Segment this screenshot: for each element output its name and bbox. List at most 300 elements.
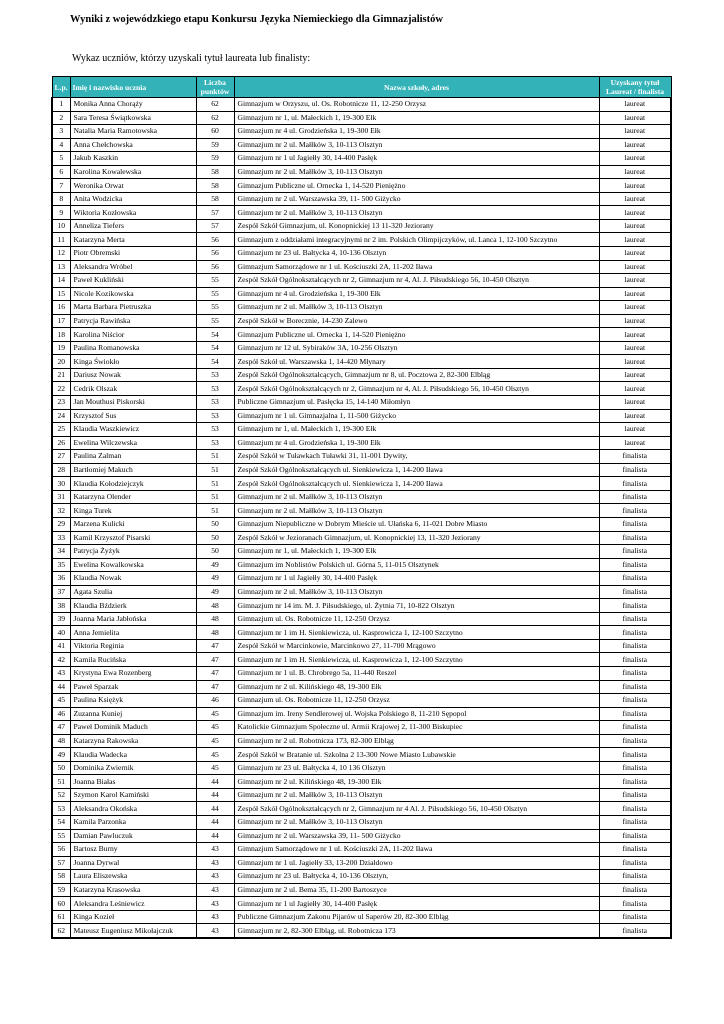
row-status: laureat <box>599 423 671 437</box>
row-name: Ewelina Wilczewska <box>70 436 196 450</box>
row-school: Gimnazjum nr 1 ul Jagiełły 30, 14-400 Pasłęk <box>234 152 599 166</box>
row-status: finalista <box>599 924 671 938</box>
table-row <box>52 301 671 315</box>
row-name: Klaudia Waszkiewicz <box>70 423 196 437</box>
row-name: Krzysztof Sus <box>70 409 196 423</box>
row-status: laureat <box>599 301 671 315</box>
row-school: Gimnazjum nr 12 ul. Sybiraków 3A, 10-256 Olsztyn <box>234 341 599 355</box>
header-lp: L.p. <box>52 77 70 98</box>
row-points: 46 <box>196 694 234 708</box>
row-status: laureat <box>599 328 671 342</box>
row-name: Joanna Dyrwal <box>70 856 196 870</box>
row-school: Gimnazjum ul. Os. Robotnicze 11, 12-250 Orzysz <box>234 612 599 626</box>
table-row <box>52 355 671 369</box>
row-lp: 40 <box>52 626 70 640</box>
row-status: laureat <box>599 436 671 450</box>
row-name: Piotr Obremski <box>70 247 196 261</box>
row-status: finalista <box>599 694 671 708</box>
row-points: 45 <box>196 721 234 735</box>
table-row <box>52 409 671 423</box>
row-school: Publiczne Gimnazjum Zakonu Pijarów ul Saperów 20, 82-300 Elbląg <box>234 910 599 924</box>
row-lp: 31 <box>52 490 70 504</box>
row-school: Gimnazjum nr 2 ul. Małłków 3, 10-113 Olsztyn <box>234 504 599 518</box>
table-row <box>52 396 671 410</box>
row-points: 43 <box>196 897 234 911</box>
row-school: Gimnazjum nr 2 ul. Małłków 3, 10-113 Olsztyn <box>234 138 599 152</box>
row-lp: 48 <box>52 734 70 748</box>
row-school: Gimnazjum nr 2 ul. Kilińskiego 48, 19-300 Ełk <box>234 775 599 789</box>
document-title: Wyniki z wojewódzkiego etapu Konkursu Języka Niemieckiego dla Gimnazjalistów <box>70 14 443 25</box>
row-lp: 51 <box>52 775 70 789</box>
row-name: Joanna Białas <box>70 775 196 789</box>
row-school: Gimnazjum nr 1 im H. Sienkiewicza, ul. Kasprowicza 1, 12-100 Szczytno <box>234 653 599 667</box>
table-row <box>52 815 671 829</box>
row-school: Gimnazjum z oddziałami integracyjnymi nr 2 im. Polskich Olimpijczyków, ul. Lanca 1, 12-100 Szczytno <box>234 233 599 247</box>
table-row <box>52 666 671 680</box>
table-row <box>52 98 671 112</box>
row-status: laureat <box>599 219 671 233</box>
row-status: finalista <box>599 829 671 843</box>
row-status: finalista <box>599 450 671 464</box>
table-row <box>52 233 671 247</box>
table-row <box>52 111 671 125</box>
row-lp: 37 <box>52 585 70 599</box>
row-name: Aleksandra Okońska <box>70 802 196 816</box>
row-status: laureat <box>599 314 671 328</box>
table-row <box>52 382 671 396</box>
row-school: Gimnazjum nr 2 ul. Robotnicza 173, 82-300 Elbląg <box>234 734 599 748</box>
row-status: laureat <box>599 152 671 166</box>
row-name: Wiktoria Kozłowska <box>70 206 196 220</box>
row-school: Zespół Szkół Ogólnokształcących ul. Sienkiewicza 1, 14-200 Iława <box>234 463 599 477</box>
row-name: Nicole Kozikowska <box>70 287 196 301</box>
row-status: laureat <box>599 355 671 369</box>
row-points: 53 <box>196 409 234 423</box>
row-school: Gimnazjum w Orzyszu, ul. Os. Robotnicze 11, 12-250 Orzysz <box>234 98 599 112</box>
row-status: finalista <box>599 517 671 531</box>
table-row <box>52 639 671 653</box>
row-school: Zespół Szkół Ogólnokształcących ul. Sienkiewicza 1, 14-200 Iława <box>234 477 599 491</box>
row-status: laureat <box>599 165 671 179</box>
row-school: Zespół Szkół Ogólnokształcących nr 2, Gimnazjum nr 4, Al. J. Piłsudskiego 56, 10-450 Olsztyn <box>234 382 599 396</box>
table-row <box>52 897 671 911</box>
row-lp: 22 <box>52 382 70 396</box>
row-lp: 50 <box>52 761 70 775</box>
table-row <box>52 653 671 667</box>
row-lp: 5 <box>52 152 70 166</box>
row-school: Katolickie Gimnazjum Społeczne ul. Armii Krajowej 2, 11-300 Biskupiec <box>234 721 599 735</box>
row-school: Gimnazjum nr 2 ul. Małłków 3, 10-113 Olsztyn <box>234 788 599 802</box>
row-school: Gimnazjum nr 1, ul. Małeckich 1, 19-300 Ełk <box>234 545 599 559</box>
row-lp: 28 <box>52 463 70 477</box>
row-points: 54 <box>196 328 234 342</box>
row-lp: 32 <box>52 504 70 518</box>
row-status: finalista <box>599 748 671 762</box>
row-status: laureat <box>599 382 671 396</box>
row-name: Anneliza Tiefers <box>70 219 196 233</box>
row-school: Gimnazjum Publiczne ul. Ornecka 1, 14-520 Pieniężno <box>234 328 599 342</box>
row-school: Gimnazjum nr 2 ul. Bema 35, 11-200 Bartoszyce <box>234 883 599 897</box>
table-row <box>52 761 671 775</box>
row-lp: 52 <box>52 788 70 802</box>
row-points: 53 <box>196 396 234 410</box>
row-points: 44 <box>196 829 234 843</box>
table-row <box>52 599 671 613</box>
table-row <box>52 545 671 559</box>
row-status: finalista <box>599 856 671 870</box>
row-name: Klaudia Wadecka <box>70 748 196 762</box>
table-row <box>52 856 671 870</box>
row-school: Gimnazjum nr 2 ul. Kilińskiego 48, 19-300 Ełk <box>234 680 599 694</box>
row-lp: 61 <box>52 910 70 924</box>
table-row <box>52 490 671 504</box>
row-school: Gimnazjum nr 23 ul. Bałtycka 4, 10-136 Olsztyn, <box>234 870 599 884</box>
table-row <box>52 179 671 193</box>
header-status: Uzyskany tytuł Laureat / finalista <box>599 77 671 98</box>
row-status: finalista <box>599 639 671 653</box>
row-status: finalista <box>599 626 671 640</box>
row-school: Gimnazjum nr 23 ul. Bałtycka 4, 10-136 Olsztyn <box>234 247 599 261</box>
row-status: finalista <box>599 815 671 829</box>
row-status: laureat <box>599 192 671 206</box>
row-lp: 43 <box>52 666 70 680</box>
row-points: 51 <box>196 504 234 518</box>
row-status: finalista <box>599 843 671 857</box>
row-name: Bartłomiej Makuch <box>70 463 196 477</box>
row-status: finalista <box>599 870 671 884</box>
row-name: Marzena Kulicki <box>70 517 196 531</box>
row-points: 49 <box>196 558 234 572</box>
row-points: 60 <box>196 125 234 139</box>
row-name: Viktoria Reginia <box>70 639 196 653</box>
row-points: 55 <box>196 274 234 288</box>
table-row <box>52 707 671 721</box>
table-row <box>52 341 671 355</box>
row-school: Gimnazjum nr 4 ul. Grodzieńska 1, 19-300 Ełk <box>234 436 599 450</box>
row-status: laureat <box>599 247 671 261</box>
table-row <box>52 287 671 301</box>
table-row <box>52 775 671 789</box>
row-lp: 39 <box>52 612 70 626</box>
row-lp: 8 <box>52 192 70 206</box>
row-status: finalista <box>599 558 671 572</box>
row-name: Paulina Romanowska <box>70 341 196 355</box>
row-school: Zespół Szkół Ogólnokształcących nr 2, Gimnazjum nr 4, Al. J. Piłsudskiego 56, 10-450 Olsztyn <box>234 274 599 288</box>
row-status: finalista <box>599 585 671 599</box>
row-status: finalista <box>599 572 671 586</box>
row-lp: 13 <box>52 260 70 274</box>
row-status: laureat <box>599 341 671 355</box>
row-school: Gimnazjum Samorządowe nr 1 ul. Kościuszki 2A, 11-202 Iława <box>234 260 599 274</box>
table-row <box>52 165 671 179</box>
row-status: finalista <box>599 721 671 735</box>
row-status: finalista <box>599 897 671 911</box>
row-school: Zespół Szkół w Marcinkowie, Marcinkowo 27, 11-700 Mrągowo <box>234 639 599 653</box>
row-lp: 26 <box>52 436 70 450</box>
row-lp: 42 <box>52 653 70 667</box>
row-school: Zespół Szkół w Borecznie, 14-230 Zalewo <box>234 314 599 328</box>
row-name: Ewelina Kowalkowska <box>70 558 196 572</box>
row-school: Gimnazjum nr 2 ul. Małłków 3, 10-113 Olsztyn <box>234 206 599 220</box>
row-status: laureat <box>599 368 671 382</box>
row-points: 51 <box>196 477 234 491</box>
table-row <box>52 558 671 572</box>
row-lp: 56 <box>52 843 70 857</box>
row-name: Karolina Kowalewska <box>70 165 196 179</box>
row-points: 43 <box>196 843 234 857</box>
row-school: Gimnazjum nr 1 im H. Sienkiewicza, ul. Kasprowicza 1, 12-100 Szczytno <box>234 626 599 640</box>
row-points: 43 <box>196 924 234 938</box>
row-name: Weronika Orwat <box>70 179 196 193</box>
row-status: finalista <box>599 504 671 518</box>
table-row <box>52 192 671 206</box>
row-school: Gimnazjum Publiczne ul. Ornecka 1, 14-520 Pieniężno <box>234 179 599 193</box>
row-school: Gimnazjum Samorządowe nr 1 ul. Kościuszki 2A, 11-202 Iława <box>234 843 599 857</box>
row-school: Gimnazjum nr 1 ul. B. Chrobrego 5a, 11-440 Reszel <box>234 666 599 680</box>
row-lp: 33 <box>52 531 70 545</box>
row-lp: 10 <box>52 219 70 233</box>
table-row <box>52 572 671 586</box>
row-school: Gimnazjum nr 2, 82-300 Elbląg, ul. Robotnicza 173 <box>234 924 599 938</box>
table-row <box>52 843 671 857</box>
row-status: laureat <box>599 111 671 125</box>
row-school: Zespół Szkół ul. Warszawska 1, 14-420 Młynary <box>234 355 599 369</box>
row-points: 55 <box>196 301 234 315</box>
row-lp: 46 <box>52 707 70 721</box>
header-name: Imię i nazwisko ucznia <box>70 77 196 98</box>
row-school: Zespół Szkół w Tuławkach Tuławki 31, 11-001 Dywity, <box>234 450 599 464</box>
row-points: 45 <box>196 734 234 748</box>
row-lp: 14 <box>52 274 70 288</box>
row-points: 43 <box>196 870 234 884</box>
row-points: 47 <box>196 680 234 694</box>
row-points: 47 <box>196 639 234 653</box>
row-status: finalista <box>599 490 671 504</box>
row-school: Gimnazjum nr 1, ul. Małeckich 1, 19-300 Ełk <box>234 111 599 125</box>
row-status: laureat <box>599 98 671 112</box>
row-name: Patrycja Rawińska <box>70 314 196 328</box>
table-row <box>52 734 671 748</box>
row-lp: 7 <box>52 179 70 193</box>
row-points: 58 <box>196 192 234 206</box>
table-row <box>52 247 671 261</box>
row-name: Klaudia Nowak <box>70 572 196 586</box>
row-school: Zespół Szkół Gimnazjum, ul. Konopnickiej 13 11-320 Jeziorany <box>234 219 599 233</box>
row-name: Kamila Rucińska <box>70 653 196 667</box>
row-name: Marta Barbara Pietruszka <box>70 301 196 315</box>
row-name: Dariusz Nowak <box>70 368 196 382</box>
row-school: Gimnazjum im Noblistów Polskich ul. Górna 5, 11-015 Olsztynek <box>234 558 599 572</box>
row-school: Gimnazjum nr 2 ul. Warszawska 39, 11- 500 Giżycko <box>234 829 599 843</box>
row-points: 56 <box>196 233 234 247</box>
row-lp: 47 <box>52 721 70 735</box>
row-lp: 9 <box>52 206 70 220</box>
row-points: 44 <box>196 802 234 816</box>
row-points: 58 <box>196 165 234 179</box>
row-lp: 17 <box>52 314 70 328</box>
row-lp: 58 <box>52 870 70 884</box>
row-name: Agata Szulia <box>70 585 196 599</box>
row-lp: 6 <box>52 165 70 179</box>
row-name: Sara Teresa Świątkowska <box>70 111 196 125</box>
row-status: laureat <box>599 396 671 410</box>
row-points: 47 <box>196 653 234 667</box>
row-school: Gimnazjum nr 2 ul. Małłków 3, 10-113 Olsztyn <box>234 165 599 179</box>
row-lp: 12 <box>52 247 70 261</box>
row-points: 43 <box>196 883 234 897</box>
table-row <box>52 206 671 220</box>
table-header-row <box>52 77 671 98</box>
table-row <box>52 436 671 450</box>
row-name: Monika Anna Chorąży <box>70 98 196 112</box>
row-status: finalista <box>599 707 671 721</box>
row-points: 48 <box>196 599 234 613</box>
row-lp: 54 <box>52 815 70 829</box>
table-row <box>52 748 671 762</box>
header-school: Nazwa szkoły, adres <box>234 77 599 98</box>
table-row <box>52 504 671 518</box>
table-body <box>52 98 671 938</box>
row-name: Szymon Karol Kamiński <box>70 788 196 802</box>
row-school: Gimnazjum nr 2 ul. Małłków 3, 10-113 Olsztyn <box>234 490 599 504</box>
table-row <box>52 721 671 735</box>
table-row <box>52 802 671 816</box>
row-lp: 27 <box>52 450 70 464</box>
row-school: Gimnazjum Niepubliczne w Dobrym Mieście ul. Ułańska 6, 11-021 Dobre Miasto <box>234 517 599 531</box>
row-lp: 62 <box>52 924 70 938</box>
row-name: Karolina Niścior <box>70 328 196 342</box>
row-school: Gimnazjum nr 2 ul. Warszawska 39, 11- 500 Giżycko <box>234 192 599 206</box>
row-name: Natalia Maria Ramotowska <box>70 125 196 139</box>
table-row <box>52 219 671 233</box>
row-lp: 25 <box>52 423 70 437</box>
row-name: Paulina Księżyk <box>70 694 196 708</box>
row-lp: 15 <box>52 287 70 301</box>
row-status: finalista <box>599 775 671 789</box>
row-status: finalista <box>599 883 671 897</box>
row-name: Anna Jemielita <box>70 626 196 640</box>
row-school: Zespół Szkół Ogólnokształcących nr 2, Gimnazjum nr 4 Al. J. Piłsudskiego 56, 10-450 Olsztyn <box>234 802 599 816</box>
row-status: laureat <box>599 409 671 423</box>
row-name: Damian Pawluczuk <box>70 829 196 843</box>
row-points: 51 <box>196 450 234 464</box>
row-status: finalista <box>599 612 671 626</box>
row-points: 54 <box>196 355 234 369</box>
row-lp: 38 <box>52 599 70 613</box>
row-name: Dominika Zwiernik <box>70 761 196 775</box>
row-school: Gimnazjum nr 1 ul Jagiełły 30, 14-400 Pasłęk <box>234 897 599 911</box>
row-points: 56 <box>196 260 234 274</box>
row-points: 53 <box>196 436 234 450</box>
row-points: 53 <box>196 382 234 396</box>
row-lp: 18 <box>52 328 70 342</box>
row-name: Krystyna Ewa Rozenberg <box>70 666 196 680</box>
table-row <box>52 463 671 477</box>
row-name: Katarzyna Merta <box>70 233 196 247</box>
table-row <box>52 260 671 274</box>
row-status: finalista <box>599 802 671 816</box>
row-lp: 11 <box>52 233 70 247</box>
table-row <box>52 585 671 599</box>
table-row <box>52 477 671 491</box>
row-points: 56 <box>196 247 234 261</box>
row-points: 47 <box>196 666 234 680</box>
row-name: Aleksandra Wróbel <box>70 260 196 274</box>
row-name: Paweł Dominik Maduch <box>70 721 196 735</box>
row-lp: 60 <box>52 897 70 911</box>
row-points: 55 <box>196 314 234 328</box>
row-points: 49 <box>196 572 234 586</box>
row-points: 44 <box>196 788 234 802</box>
row-points: 45 <box>196 761 234 775</box>
row-points: 58 <box>196 179 234 193</box>
row-status: finalista <box>599 599 671 613</box>
row-status: finalista <box>599 531 671 545</box>
row-lp: 30 <box>52 477 70 491</box>
row-name: Klaudia Kołodziejczyk <box>70 477 196 491</box>
row-lp: 49 <box>52 748 70 762</box>
row-school: Gimnazjum nr 1, ul. Małeckich 1, 19-300 Ełk <box>234 423 599 437</box>
table-row <box>52 626 671 640</box>
row-name: Anna Chełchowska <box>70 138 196 152</box>
row-name: Patrycja Żyżyk <box>70 545 196 559</box>
row-points: 57 <box>196 206 234 220</box>
row-lp: 29 <box>52 517 70 531</box>
row-lp: 20 <box>52 355 70 369</box>
table-row <box>52 328 671 342</box>
row-name: Katarzyna Rakowska <box>70 734 196 748</box>
row-lp: 2 <box>52 111 70 125</box>
row-school: Gimnazjum nr 14 im. M. J. Piłsudskiego, ul. Żytnia 71, 10-822 Olsztyn <box>234 599 599 613</box>
row-lp: 45 <box>52 694 70 708</box>
row-lp: 16 <box>52 301 70 315</box>
row-points: 55 <box>196 287 234 301</box>
row-school: Zespół Szkół Ogólnokształcących, Gimnazjum nr 8, ul. Pocztowa 2, 82-300 Elbląg <box>234 368 599 382</box>
row-school: Gimnazjum nr 1 ul Jagiełły 30, 14-400 Pasłęk <box>234 572 599 586</box>
row-name: Kinga Świokło <box>70 355 196 369</box>
row-status: laureat <box>599 179 671 193</box>
row-points: 57 <box>196 219 234 233</box>
row-points: 53 <box>196 423 234 437</box>
row-points: 51 <box>196 490 234 504</box>
row-points: 50 <box>196 517 234 531</box>
row-points: 44 <box>196 775 234 789</box>
document-subtitle: Wykaz uczniów, którzy uzyskali tytuł laureata lub finalisty: <box>72 53 311 64</box>
row-status: laureat <box>599 274 671 288</box>
row-school: Gimnazjum ul. Os. Robotnicze 11, 12-250 Orzysz <box>234 694 599 708</box>
row-name: Zuzanna Kuniej <box>70 707 196 721</box>
row-lp: 23 <box>52 396 70 410</box>
row-points: 54 <box>196 341 234 355</box>
row-school: Gimnazjum nr 2 ul. Małłków 3, 10-113 Olsztyn <box>234 585 599 599</box>
table-row <box>52 125 671 139</box>
table-row <box>52 274 671 288</box>
row-lp: 4 <box>52 138 70 152</box>
table-row <box>52 924 671 938</box>
row-status: finalista <box>599 910 671 924</box>
row-school: Zespół Szkół w Jezioranach Gimnazjum, ul. Konopnickiej 13, 11-320 Jeziorany <box>234 531 599 545</box>
row-school: Gimnazjum nr 1 ul. Jagiełły 33, 13-200 Działdowo <box>234 856 599 870</box>
table-row <box>52 910 671 924</box>
header-points: Liczba punktów <box>196 77 234 98</box>
row-name: Cedrik Olszak <box>70 382 196 396</box>
row-name: Kamil Krzysztof Pisarski <box>70 531 196 545</box>
table-row <box>52 423 671 437</box>
row-name: Jan Mouthusi Piskorski <box>70 396 196 410</box>
row-name: Paulina Zalman <box>70 450 196 464</box>
row-points: 44 <box>196 815 234 829</box>
row-name: Joanna Maria Jabłońska <box>70 612 196 626</box>
